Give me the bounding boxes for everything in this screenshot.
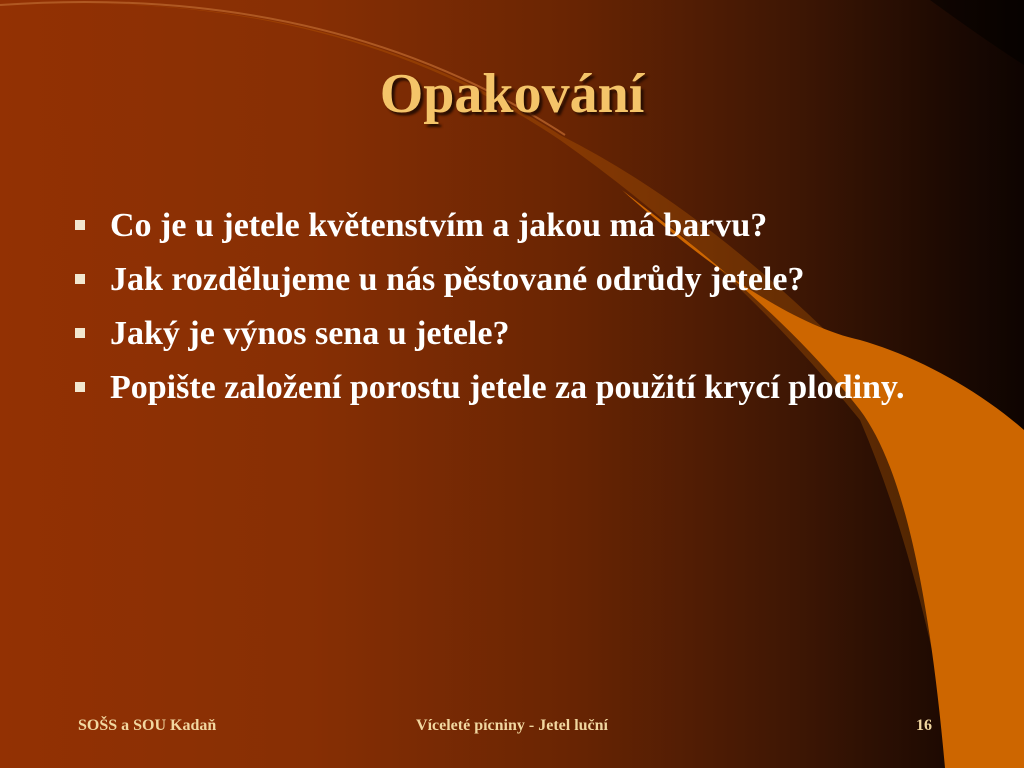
bullet-text: Jaký je výnos sena u jetele? (110, 315, 510, 352)
bullet-item (72, 312, 932, 356)
bullet-item (72, 258, 932, 302)
square-bullet-icon (75, 328, 85, 338)
bullet-text: Jak rozdělujeme u nás pěstované odrůdy jetele? (110, 261, 805, 298)
footer-topic: Víceleté pícniny - Jetel luční (416, 717, 608, 734)
bullet-text: Co je u jetele květenstvím a jakou má barvu? (110, 207, 768, 244)
square-bullet-icon (75, 274, 85, 284)
footer-school: SOŠS a SOU Kadaň (78, 717, 217, 734)
bullet-item (72, 204, 932, 248)
square-bullet-icon (75, 220, 85, 230)
bullet-text: Popište založení porostu jetele za použití krycí plodiny. (110, 369, 905, 406)
slide-title: Opakování (379, 63, 645, 125)
bullet-item (72, 366, 932, 410)
bullet-list (72, 204, 932, 420)
footer-page-number: 16 (916, 717, 932, 734)
square-bullet-icon (75, 382, 85, 392)
